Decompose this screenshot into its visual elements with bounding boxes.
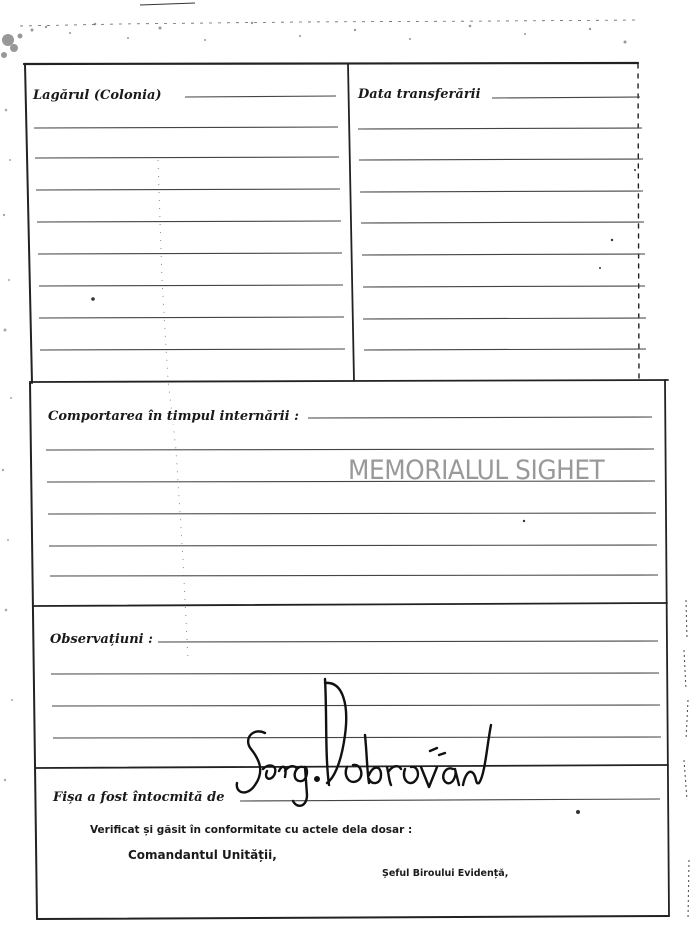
- top-border: [24, 63, 638, 64]
- observations-divider: [34, 603, 667, 606]
- watermark: MEMORIALUL SIGHET: [348, 455, 605, 486]
- prepared-by-label: Fișa a fost întocmită de: [53, 790, 229, 805]
- behavior-label: Comportarea în timpul internării :: [48, 409, 303, 424]
- verified-text: Verificat și găsit în conformitate cu actele dela dosar :: [90, 824, 413, 836]
- right-border-bottom: [665, 380, 669, 916]
- records-chief-label: Șeful Biroului Evidență,: [382, 868, 509, 879]
- commander-label: Comandantul Unității,: [128, 848, 277, 862]
- left-border-top: [25, 64, 32, 383]
- center-divider: [348, 64, 354, 381]
- observations-label: Observațiuni :: [50, 632, 157, 647]
- handwritten-signature: [225, 675, 505, 815]
- transfer-date-label: Data transferării: [358, 87, 485, 102]
- camp-label: Lagărul (Colonia): [33, 88, 166, 103]
- bottom-border: [37, 916, 669, 919]
- left-border-bottom: [30, 382, 37, 919]
- section-divider: [30, 380, 668, 382]
